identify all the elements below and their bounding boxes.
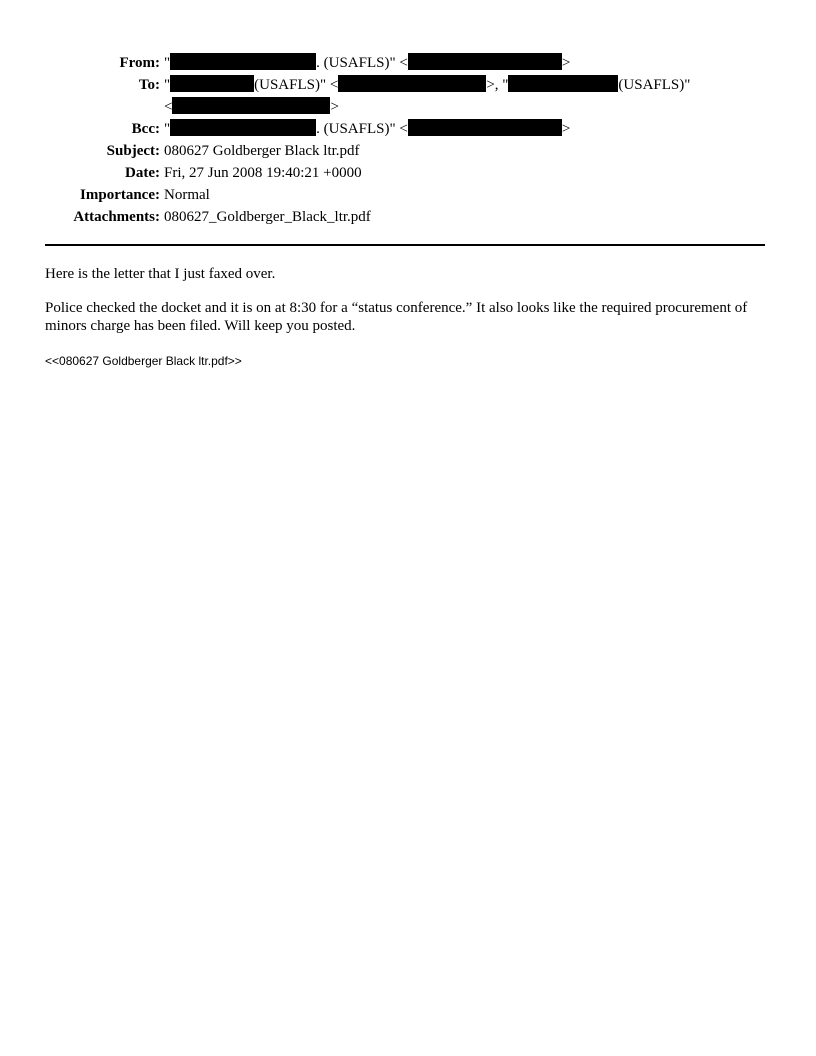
email-header bbox=[0, 52, 816, 228]
importance-label: Importance: bbox=[80, 187, 160, 203]
to-recipient1-suffix: (USAFLS)" < bbox=[254, 77, 339, 93]
date-row bbox=[0, 162, 816, 184]
redaction-block bbox=[408, 119, 562, 136]
bcc-close: > bbox=[561, 121, 571, 137]
to-label: To: bbox=[138, 77, 160, 93]
to-line2-open: < bbox=[164, 99, 173, 115]
to-separator: >, " bbox=[486, 77, 509, 93]
email-body bbox=[45, 265, 765, 351]
bcc-suffix: . (USAFLS)" < bbox=[316, 121, 408, 137]
attachments-value: 080627_Goldberger_Black_ltr.pdf bbox=[164, 209, 371, 225]
subject-row bbox=[0, 140, 816, 162]
subject-label: Subject: bbox=[106, 143, 160, 159]
importance-row bbox=[0, 184, 816, 206]
from-close: > bbox=[561, 55, 571, 71]
from-row bbox=[0, 52, 816, 74]
redaction-block bbox=[508, 75, 618, 92]
subject-value: 080627 Goldberger Black ltr.pdf bbox=[164, 143, 360, 159]
redaction-block bbox=[170, 53, 316, 70]
to-open-quote: " bbox=[164, 77, 171, 93]
body-paragraph-1: Here is the letter that I just faxed over. bbox=[45, 266, 276, 282]
date-label: Date: bbox=[125, 165, 160, 181]
to-line2 bbox=[164, 96, 764, 118]
redaction-block bbox=[408, 53, 562, 70]
body-paragraph-2: Police checked the docket and it is on at 8:30 for a “status conference.” It also looks like the required procurement of minors charge has been filed. Will keep you posted. bbox=[45, 300, 748, 334]
to-row bbox=[0, 74, 816, 118]
redaction-block bbox=[172, 97, 330, 114]
redaction-block bbox=[170, 75, 254, 92]
attachments-label: Attachments: bbox=[73, 209, 160, 225]
to-recipient2-suffix: (USAFLS)" bbox=[618, 77, 691, 93]
bcc-open-quote: " bbox=[164, 121, 171, 137]
date-value: Fri, 27 Jun 2008 19:40:21 +0000 bbox=[164, 165, 362, 181]
bcc-label: Bcc: bbox=[131, 121, 160, 137]
from-open-quote: " bbox=[164, 55, 171, 71]
bcc-value bbox=[164, 118, 764, 140]
to-line2-close: > bbox=[330, 99, 339, 115]
header-divider bbox=[45, 244, 765, 246]
from-label: From: bbox=[119, 55, 160, 71]
from-suffix: . (USAFLS)" < bbox=[316, 55, 408, 71]
importance-value: Normal bbox=[164, 187, 210, 203]
to-value bbox=[164, 74, 764, 118]
bcc-row bbox=[0, 118, 816, 140]
redaction-block bbox=[170, 119, 316, 136]
attachment-reference: <<080627 Goldberger Black ltr.pdf>> bbox=[45, 354, 242, 368]
redaction-block bbox=[338, 75, 486, 92]
from-value bbox=[164, 52, 764, 74]
attachments-row bbox=[0, 206, 816, 228]
